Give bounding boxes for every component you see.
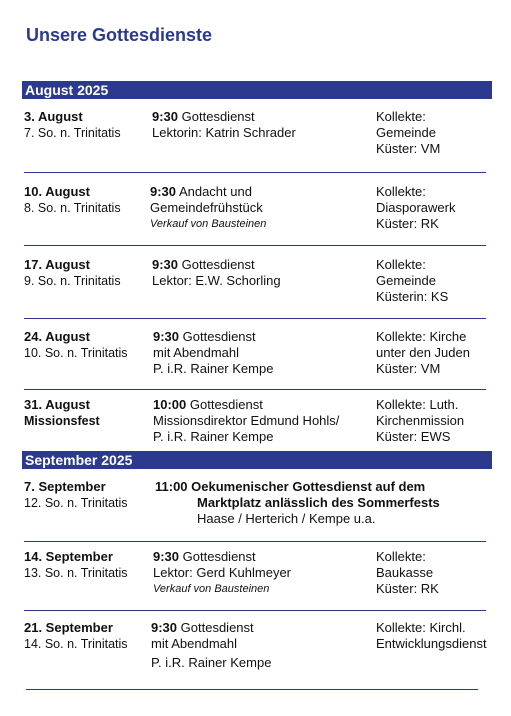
church-sunday: 13. So. n. Trinitatis xyxy=(24,566,128,580)
divider xyxy=(24,318,486,319)
divider xyxy=(24,245,486,246)
collection-label: Kollekte: xyxy=(376,549,426,564)
service-detail: mit Abendmahl xyxy=(153,345,239,360)
church-sunday: 7. So. n. Trinitatis xyxy=(24,126,121,140)
service-detail: mit Abendmahl xyxy=(151,636,237,651)
service-detail: Lektor: E.W. Schorling xyxy=(152,273,281,288)
service-date: 10. August xyxy=(24,184,90,199)
service-title: Gottesdienst xyxy=(180,620,254,635)
divider xyxy=(24,610,486,611)
collection-purpose: unter den Juden xyxy=(376,345,470,360)
service-date: 14. September xyxy=(24,549,113,564)
collection-label: Kollekte: Kirchl. xyxy=(376,620,466,635)
service-time: 10:00 xyxy=(153,397,187,412)
service-date: 31. August xyxy=(24,397,90,412)
church-sunday: 10. So. n. Trinitatis xyxy=(24,346,128,360)
sexton: Küster: VM xyxy=(376,141,441,156)
sexton: Küster: EWS xyxy=(376,429,451,444)
sexton: Küsterin: KS xyxy=(376,289,449,304)
service-time: 9:30 xyxy=(152,257,179,272)
service-detail: Lektorin: Katrin Schrader xyxy=(152,125,296,140)
service-detail: Missionsdirektor Edmund Hohls/ xyxy=(153,413,340,428)
service-preacher: P. i.R. Rainer Kempe xyxy=(151,655,272,670)
service-time: 9:30 xyxy=(151,620,178,635)
divider xyxy=(24,389,486,390)
service-date: 17. August xyxy=(24,257,90,272)
service-detail: Marktplatz anlässlich des Sommerfests xyxy=(197,495,440,510)
sexton: Küster: RK xyxy=(376,216,439,231)
service-preacher: P. i.R. Rainer Kempe xyxy=(153,429,274,444)
service-date: 24. August xyxy=(24,329,90,344)
collection-label: Kollekte: Kirche xyxy=(376,329,467,344)
service-time: 9:30 xyxy=(152,109,179,124)
collection-label: Kollekte: xyxy=(376,184,426,199)
church-sunday: 9. So. n. Trinitatis xyxy=(24,274,121,288)
service-title: Oekumenischer Gottesdienst auf dem xyxy=(191,479,426,494)
collection-label: Kollekte: Luth. xyxy=(376,397,459,412)
service-time: 9:30 xyxy=(153,549,180,564)
bottom-divider xyxy=(26,689,478,690)
service-time: 11:00 xyxy=(155,479,188,494)
service-preacher: Haase / Herterich / Kempe u.a. xyxy=(197,511,376,526)
service-title: Gottesdienst xyxy=(182,549,256,564)
service-title: Gottesdienst xyxy=(182,329,256,344)
service-preacher: P. i.R. Rainer Kempe xyxy=(153,361,274,376)
church-sunday: 12. So. n. Trinitatis xyxy=(24,496,128,510)
collection-purpose: Kirchenmission xyxy=(376,413,465,428)
month-header-september: September 2025 xyxy=(22,451,492,469)
service-note: Verkauf von Bausteinen xyxy=(153,583,270,595)
service-time: 9:30 xyxy=(150,184,177,199)
collection-purpose: Gemeinde xyxy=(376,125,436,140)
sexton: Küster: RK xyxy=(376,581,439,596)
month-header-august: August 2025 xyxy=(22,81,492,99)
collection-purpose: Gemeinde xyxy=(376,273,436,288)
service-title: Gottesdienst xyxy=(181,257,255,272)
service-date: 21. September xyxy=(24,620,113,635)
divider xyxy=(24,541,486,542)
church-sunday: 14. So. n. Trinitatis xyxy=(24,637,128,651)
service-title: Andacht und xyxy=(178,184,252,199)
sexton: Küster: VM xyxy=(376,361,441,376)
collection-purpose: Entwicklungsdienst xyxy=(376,636,487,651)
page-title: Unsere Gottesdienste xyxy=(26,25,213,45)
service-date: 7. September xyxy=(24,479,106,494)
collection-purpose: Diasporawerk xyxy=(376,200,456,215)
service-detail: Lektor: Gerd Kuhlmeyer xyxy=(153,565,292,580)
divider xyxy=(24,172,486,173)
service-title: Gottesdienst xyxy=(189,397,263,412)
service-detail: Gemeindefrühstück xyxy=(150,200,263,215)
church-sunday: Missionsfest xyxy=(24,414,100,428)
service-date: 3. August xyxy=(24,109,83,124)
church-sunday: 8. So. n. Trinitatis xyxy=(24,201,121,215)
collection-label: Kollekte: xyxy=(376,257,426,272)
service-note: Verkauf von Bausteinen xyxy=(150,218,267,230)
service-title: Gottesdienst xyxy=(181,109,255,124)
service-time: 9:30 xyxy=(153,329,180,344)
collection-label: Kollekte: xyxy=(376,109,426,124)
collection-purpose: Baukasse xyxy=(376,565,434,580)
